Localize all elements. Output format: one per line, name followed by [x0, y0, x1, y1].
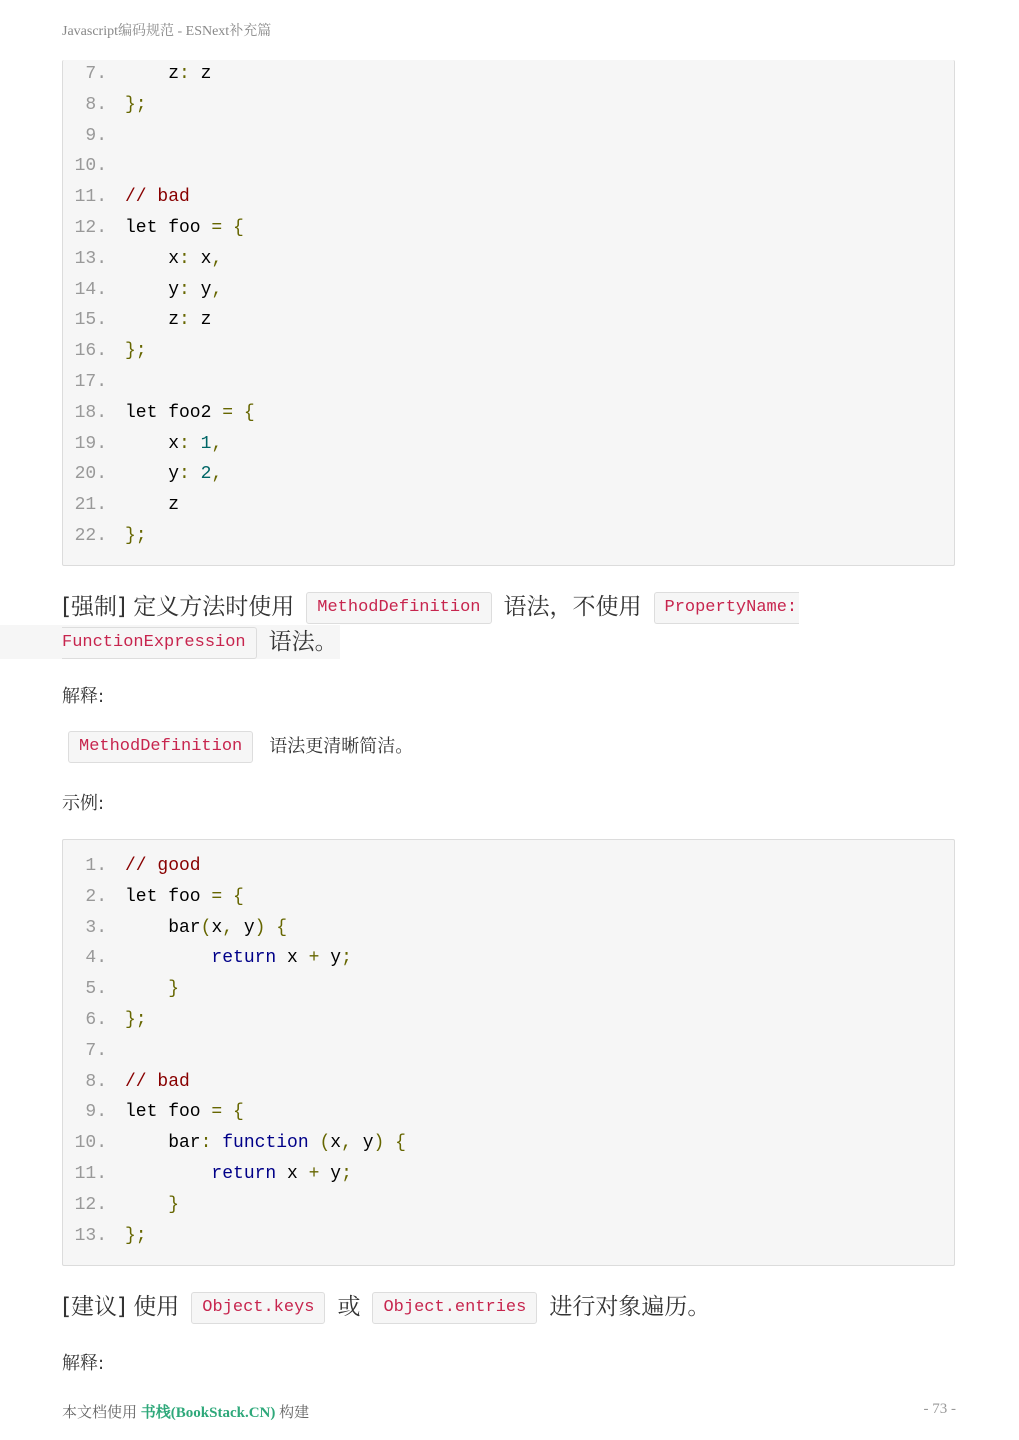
- code-line: [63, 1005, 954, 1036]
- line-number: 12.: [74, 1194, 107, 1215]
- code-text: };: [125, 94, 147, 115]
- rule2-middle: 或: [337, 1294, 361, 1320]
- page-number: - 73 -: [923, 1401, 956, 1417]
- code-line: [63, 213, 954, 244]
- line-number: 17.: [74, 371, 107, 392]
- line-number: 13.: [74, 248, 107, 269]
- line-number: 12.: [74, 217, 107, 238]
- line-number: 5.: [85, 979, 107, 1000]
- rule2-prefix: [建议] 使用: [62, 1294, 180, 1320]
- line-number: 14.: [74, 279, 107, 300]
- rule-heading-method-definition: [62, 590, 799, 625]
- explain-text: 语法更清晰简洁。: [269, 736, 414, 757]
- line-number: 13.: [74, 1225, 107, 1246]
- code-line: [63, 913, 954, 944]
- code-text: // bad: [125, 187, 190, 208]
- code-text: // good: [125, 856, 201, 876]
- code-text: y: y,: [125, 279, 223, 300]
- code-line: [63, 275, 954, 306]
- footer-suffix: 构建: [279, 1405, 310, 1421]
- code-text: };: [125, 1009, 147, 1030]
- code-line: [63, 90, 954, 121]
- inline-code-method-definition: MethodDefinition: [306, 592, 491, 624]
- inline-code-method-definition-2: MethodDefinition: [68, 731, 253, 763]
- line-number: 2.: [85, 886, 107, 907]
- line-number: 4.: [85, 948, 107, 969]
- code-text: z: z: [125, 64, 212, 84]
- code-text: bar: function (x, y) {: [125, 1133, 406, 1154]
- line-number: 8.: [85, 1071, 107, 1092]
- code-line: [63, 398, 954, 429]
- code-line: [63, 182, 954, 213]
- line-number: 7.: [85, 64, 107, 84]
- rule-heading-line2: [62, 625, 338, 660]
- code-text: let foo = {: [125, 217, 244, 238]
- code-line: [63, 59, 954, 90]
- explain-label-2: 解释:: [62, 1353, 105, 1374]
- code-line: [63, 336, 954, 367]
- inline-code-object-keys: Object.keys: [191, 1292, 325, 1324]
- line-number: 10.: [74, 1133, 107, 1154]
- code-line: [63, 121, 954, 152]
- footer-prefix: 本文档使用: [62, 1405, 138, 1421]
- code-text: x: 1,: [125, 433, 223, 454]
- explain-paragraph: [62, 731, 413, 763]
- code-text: }: [168, 979, 180, 1000]
- code-text: };: [125, 341, 147, 362]
- code-line: [63, 151, 954, 182]
- explain-label: 解释:: [62, 686, 105, 707]
- code-text: x: x,: [125, 248, 223, 269]
- code-text: }: [168, 1194, 180, 1215]
- page-header: Javascript编码规范 - ESNext补充篇: [62, 24, 272, 39]
- rule-middle: 语法，不使用: [503, 594, 642, 620]
- inline-code-property-name: PropertyName:: [654, 592, 800, 624]
- line-number: 7.: [85, 1040, 107, 1061]
- code-text: z: [125, 495, 180, 516]
- rule-suffix: 语法。: [268, 629, 338, 655]
- line-number: 16.: [74, 341, 107, 362]
- code-line: [63, 429, 954, 460]
- inline-code-object-entries: Object.entries: [372, 1292, 537, 1324]
- line-number: 20.: [74, 464, 107, 485]
- code-line: [63, 305, 954, 336]
- line-number: 6.: [85, 1009, 107, 1030]
- code-text: let foo2 = {: [125, 402, 255, 423]
- code-text: let foo = {: [125, 1102, 244, 1123]
- code-line: [63, 490, 954, 521]
- code-line: [63, 521, 954, 552]
- code-line: [63, 244, 954, 275]
- code-line: [63, 1159, 954, 1190]
- line-number: 9.: [85, 1102, 107, 1123]
- line-number: 22.: [74, 525, 107, 546]
- line-number: 1.: [85, 856, 107, 876]
- code-line: [63, 1128, 954, 1159]
- code-block-example: [62, 839, 955, 1266]
- example-label: 示例:: [62, 793, 105, 814]
- code-line: [63, 1036, 954, 1067]
- code-text: };: [125, 1225, 147, 1246]
- line-number: 19.: [74, 433, 107, 454]
- code-text: return x + y;: [211, 1163, 352, 1184]
- line-number: 21.: [74, 495, 107, 516]
- code-line: [63, 1097, 954, 1128]
- code-text: return x + y;: [211, 948, 352, 969]
- code-line: [63, 459, 954, 490]
- code-line: [63, 367, 954, 398]
- inline-code-function-expression: FunctionExpression: [62, 627, 257, 659]
- code-line: [63, 974, 954, 1005]
- code-line: [63, 1067, 954, 1098]
- page-footer: [62, 1401, 309, 1422]
- line-number: 18.: [74, 402, 107, 423]
- rule-prefix: [强制] 定义方法时使用: [62, 594, 295, 620]
- code-text: y: 2,: [125, 464, 223, 485]
- code-line: [63, 1221, 954, 1252]
- line-number: 10.: [74, 156, 107, 177]
- line-number: 15.: [74, 310, 107, 331]
- code-text: z: z: [125, 310, 212, 331]
- code-block-top: [62, 60, 955, 566]
- code-line: [63, 943, 954, 974]
- code-line: [63, 882, 954, 913]
- line-number: 8.: [85, 94, 107, 115]
- rule2-suffix: 进行对象遍历。: [549, 1294, 711, 1320]
- code-line: [63, 1190, 954, 1221]
- rule-heading-object-keys: [62, 1290, 710, 1325]
- line-number: 11.: [74, 187, 107, 208]
- code-text: };: [125, 525, 147, 546]
- footer-brand-link[interactable]: 书栈(BookStack.CN): [140, 1405, 276, 1421]
- line-number: 9.: [85, 125, 107, 146]
- code-line: [63, 851, 954, 882]
- code-text: let foo = {: [125, 886, 244, 907]
- code-text: // bad: [125, 1071, 190, 1092]
- code-text: bar(x, y) {: [125, 917, 288, 938]
- line-number: 11.: [74, 1163, 107, 1184]
- line-number: 3.: [85, 917, 107, 938]
